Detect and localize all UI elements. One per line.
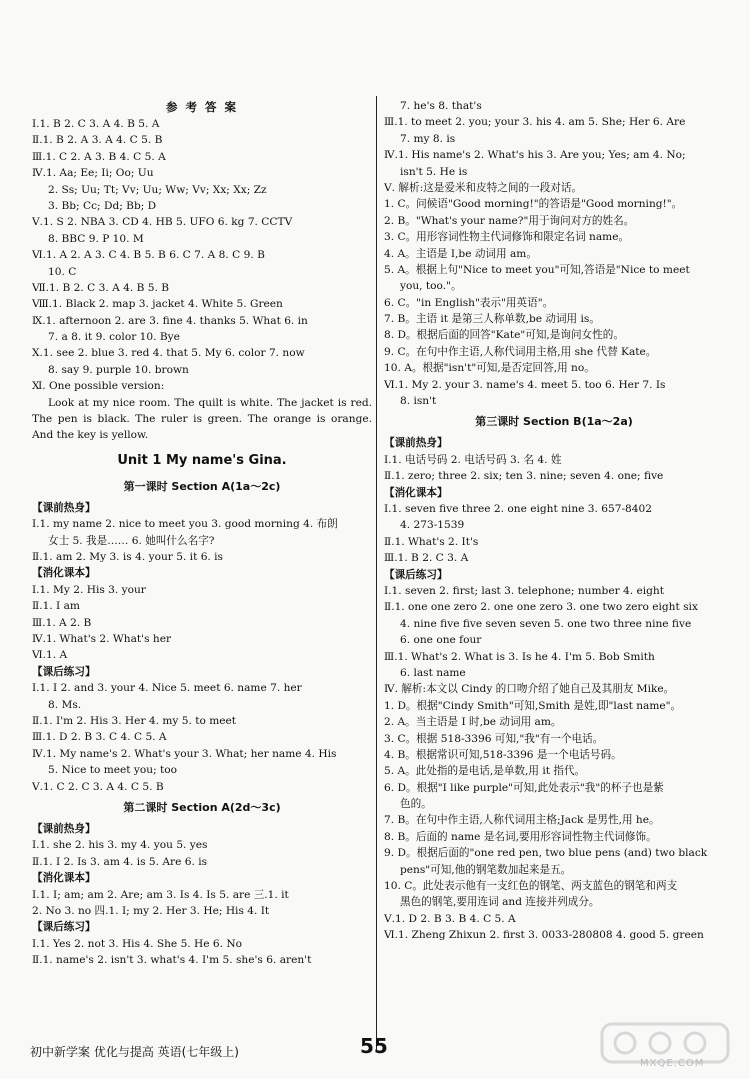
answer-line: Ⅸ.1. afternoon 2. are 3. fine 4. thanks 5. What 6. in <box>32 314 308 327</box>
answer-line: 6. C。"in English"表示"用英语"。 <box>384 296 554 309</box>
answer-line: 8. say 9. purple 10. brown <box>48 363 189 376</box>
answer-line: 4. A。主语是 I,be 动词用 am。 <box>384 247 537 260</box>
column-divider <box>376 96 377 1051</box>
answer-line: 7. a 8. it 9. color 10. Bye <box>48 331 180 344</box>
lesson2-continued-answers <box>384 98 724 409</box>
answer-line: 8. BBC 9. P 10. M <box>48 232 144 245</box>
lesson1-answers <box>32 500 372 795</box>
answer-line: 4. B。根据常识可知,518-3396 是一个电话号码。 <box>384 748 622 761</box>
answer-line: 4. nine five five seven seven 5. one two three nine five <box>400 617 692 630</box>
answer-line: 2. No 3. no 四.1. I; my 2. Her 3. He; His 4. It <box>32 904 270 917</box>
section-heading: 【课前热身】 <box>384 437 448 450</box>
answer-line: 3. C。用形容词性物主代词修饰和限定名词 name。 <box>384 231 630 244</box>
answer-line: 10. C <box>48 265 77 278</box>
answer-line: 2. A。当主语是 I 时,be 动词用 am。 <box>384 716 562 729</box>
section-heading: 【课后练习】 <box>32 921 96 934</box>
answer-line: 3. Bb; Cc; Dd; Bb; D <box>48 199 157 212</box>
answer-line: 7. my 8. is <box>400 132 456 145</box>
answer-line: Ⅺ. One possible version: <box>32 380 165 393</box>
answer-line: 6. last name <box>400 666 466 679</box>
answer-line: 黑色的钢笔,要用连词 and 连接并列成分。 <box>400 896 600 909</box>
answer-line: Ⅱ.1. I am <box>32 600 80 613</box>
answer-line: Ⅰ.1. she 2. his 3. my 4. you 5. yes <box>32 839 208 852</box>
answer-line: 8. Ms. <box>48 698 82 711</box>
answer-line: Ⅵ.1. A <box>32 649 68 662</box>
answer-line: Ⅴ.1. C 2. C 3. A 4. C 5. B <box>32 780 164 793</box>
answer-line: 5. Nice to meet you; too <box>48 764 178 777</box>
left-column <box>32 98 372 969</box>
answer-line: Ⅲ.1. C 2. A 3. B 4. C 5. A <box>32 150 166 163</box>
answer-line: Ⅷ.1. Black 2. map 3. jacket 4. White 5. Green <box>32 298 283 311</box>
answer-line: Ⅱ.1. B 2. A 3. A 4. C 5. B <box>32 134 163 147</box>
section-heading: 【消化课本】 <box>32 567 96 580</box>
answer-line: Ⅲ.1. D 2. B 3. C 4. C 5. A <box>32 731 167 744</box>
answer-line: Ⅱ.1. zero; three 2. six; ten 3. nine; seven 4. one; five <box>384 470 664 483</box>
answer-line: 8. isn't <box>400 395 437 408</box>
answer-line: Ⅲ.1. What's 2. What is 3. Is he 4. I'm 5. Bob Smith <box>384 650 655 663</box>
answer-line: 7. he's 8. that's <box>400 100 482 112</box>
lesson3-title: 第三课时 Section B(1a～2a) <box>475 415 633 429</box>
answer-line: 6. one one four <box>400 634 482 647</box>
answer-line: Ⅰ.1. 电话号码 2. 电话号码 3. 名 4. 姓 <box>384 453 562 466</box>
answer-line: Ⅰ.1. B 2. C 3. A 4. B 5. A <box>32 118 160 130</box>
answer-line: 3. C。根据 518-3396 可知,"我"有一个电话。 <box>384 732 604 745</box>
answer-line: 9. C。在句中作主语,人称代词用主格,用 she 代替 Kate。 <box>384 345 657 358</box>
answer-line: Ⅱ.1. I 2. Is 3. am 4. is 5. Are 6. is <box>32 855 208 868</box>
answer-line: Ⅳ.1. What's 2. What's her <box>32 633 172 646</box>
section-heading: 【消化课本】 <box>384 486 448 499</box>
section-heading: 【课后练习】 <box>384 568 448 581</box>
answer-line: 8. D。根据后面的回答"Kate"可知,是询问女性的。 <box>384 329 624 342</box>
answer-line: 1. C。问候语"Good morning!"的答语是"Good morning!"。 <box>384 198 683 211</box>
answer-line: Ⅳ.1. My name's 2. What's your 3. What; her name 4. His <box>32 747 337 760</box>
answer-line: Ⅲ.1. B 2. C 3. A <box>384 552 469 565</box>
answers-top-section <box>32 116 372 395</box>
answer-line: Ⅰ.1. I; am; am 2. Are; am 3. Is 4. Is 5. are 三.1. it <box>32 888 289 901</box>
section-heading: 【课前热身】 <box>32 822 96 835</box>
answer-line: Ⅴ.1. S 2. NBA 3. CD 4. HB 5. UFO 6. kg 7. CCTV <box>32 216 293 229</box>
section-heading: 【课前热身】 <box>32 501 96 514</box>
answer-line: Ⅵ.1. Zheng Zhixun 2. first 3. 0033-280808 4. good 5. green <box>384 929 704 942</box>
answer-line: Ⅴ. 解析:这是爱米和皮特之间的一段对话。 <box>384 181 583 194</box>
answer-line: isn't 5. He is <box>400 165 468 178</box>
answer-line: Ⅰ.1. Yes 2. not 3. His 4. She 5. He 6. No <box>32 937 243 950</box>
answer-line: Ⅰ.1. seven five three 2. one eight nine 3. 657-8402 <box>384 503 653 516</box>
answer-line: Ⅱ.1. one one zero 2. one one zero 3. one two zero eight six <box>384 601 698 614</box>
answer-key-title: 参 考 答 案 <box>165 100 238 114</box>
answer-line: Ⅳ. 解析:本文以 Cindy 的口吻介绍了她自己及其朋友 Mike。 <box>384 683 675 696</box>
answer-line: Ⅵ.1. A 2. A 3. C 4. B 5. B 6. C 7. A 8. C 9. B <box>32 249 265 262</box>
answer-line: Ⅱ.1. am 2. My 3. is 4. your 5. it 6. is <box>32 551 223 564</box>
answer-line: Ⅰ.1. I 2. and 3. your 4. Nice 5. meet 6. name 7. her <box>32 682 302 695</box>
watermark-text: MXQE.COM <box>640 1058 705 1069</box>
answer-line: 5. A。根据上句"Nice to meet you"可知,答语是"Nice to meet <box>384 263 690 276</box>
answer-line: 1. D。根据"Cindy Smith"可知,Smith 是姓,即"last name"。 <box>384 699 682 712</box>
answer-line: 色的。 <box>400 798 432 811</box>
answer-line: 4. 273-1539 <box>400 519 465 532</box>
answer-line: Ⅱ.1. name's 2. isn't 3. what's 4. I'm 5. she's 6. aren't <box>32 954 312 967</box>
answer-line: pens"可知,他的钢笔数加起来是五。 <box>400 863 572 876</box>
answer-line: Ⅲ.1. A 2. B <box>32 616 92 629</box>
answer-line: 6. D。根据"I like purple"可知,此处表示"我"的杯子也是紫 <box>384 781 664 794</box>
right-column <box>384 98 724 944</box>
answer-line: 7. B。主语 it 是第三人称单数,be 动词用 is。 <box>384 313 600 326</box>
answer-line: Ⅵ.1. My 2. your 3. name's 4. meet 5. too 6. Her 7. Is <box>384 378 666 391</box>
answer-line: Ⅱ.1. I'm 2. His 3. Her 4. my 5. to meet <box>32 714 237 727</box>
unit-title: Unit 1 My name's Gina. <box>117 452 287 468</box>
answer-line: 5. A。此处指的是电话,是单数,用 it 指代。 <box>384 765 586 778</box>
answer-line: Ⅰ.1. My 2. His 3. your <box>32 583 146 596</box>
answer-line: Ⅳ.1. Aa; Ee; Ii; Oo; Uu <box>32 167 154 180</box>
answer-line: Ⅰ.1. my name 2. nice to meet you 3. good morning 4. 布朗 <box>32 518 338 531</box>
answer-line: you, too."。 <box>400 280 462 293</box>
section-heading: 【课后练习】 <box>32 665 96 678</box>
answer-line: 女士 5. 我是…… 6. 她叫什么名字? <box>48 534 215 547</box>
answer-line: Ⅶ.1. B 2. C 3. A 4. B 5. B <box>32 281 169 294</box>
answer-line: 10. A。根据"isn't"可知,是否定回答,用 no。 <box>384 362 595 375</box>
page-number: 55 <box>360 1034 388 1058</box>
answer-line: Ⅴ.1. D 2. B 3. B 4. C 5. A <box>384 912 516 925</box>
answer-line: 2. B。"What's your name?"用于询问对方的姓名。 <box>384 214 635 227</box>
book-title-footer: 初中新学案 优化与提高 英语(七年级上) <box>30 1045 239 1059</box>
answer-line: 10. C。此处表示他有一支红色的钢笔、两支蓝色的钢笔和两支 <box>384 880 678 893</box>
answer-line: 2. Ss; Uu; Tt; Vv; Uu; Ww; Vv; Xx; Xx; Zz <box>48 183 267 196</box>
lesson3-answers <box>384 435 724 943</box>
lesson2-title: 第二课时 Section A(2d～3c) <box>123 800 281 814</box>
answer-line: Ⅲ.1. to meet 2. you; your 3. his 4. am 5. She; Her 6. Are <box>384 116 686 129</box>
answer-line: 8. B。后面的 name 是名词,要用形容词性物主代词修饰。 <box>384 830 657 843</box>
answer-line: 7. B。在句中作主语,人称代词用主格;Jack 是男性,用 he。 <box>384 814 660 827</box>
answer-line: 9. D。根据后面的"one red pen, two blue pens (and) two black <box>384 847 708 860</box>
lesson1-title: 第一课时 Section A(1a～2c) <box>123 479 281 493</box>
section-heading: 【消化课本】 <box>32 872 96 885</box>
answer-line: Ⅰ.1. seven 2. first; last 3. telephone; number 4. eight <box>384 584 665 597</box>
answer-line: Ⅹ.1. see 2. blue 3. red 4. that 5. My 6. color 7. now <box>32 347 305 360</box>
answer-line: Ⅳ.1. His name's 2. What's his 3. Are you; Yes; am 4. No; <box>384 149 686 162</box>
lesson2-answers <box>32 821 372 969</box>
writing-sample: Look at my nice room. The quilt is white. The jacket is red. The pen is black. The ruler is green. The orange is orange. And the key is yellow. <box>32 396 372 442</box>
answer-line: Ⅱ.1. What's 2. It's <box>384 535 479 548</box>
